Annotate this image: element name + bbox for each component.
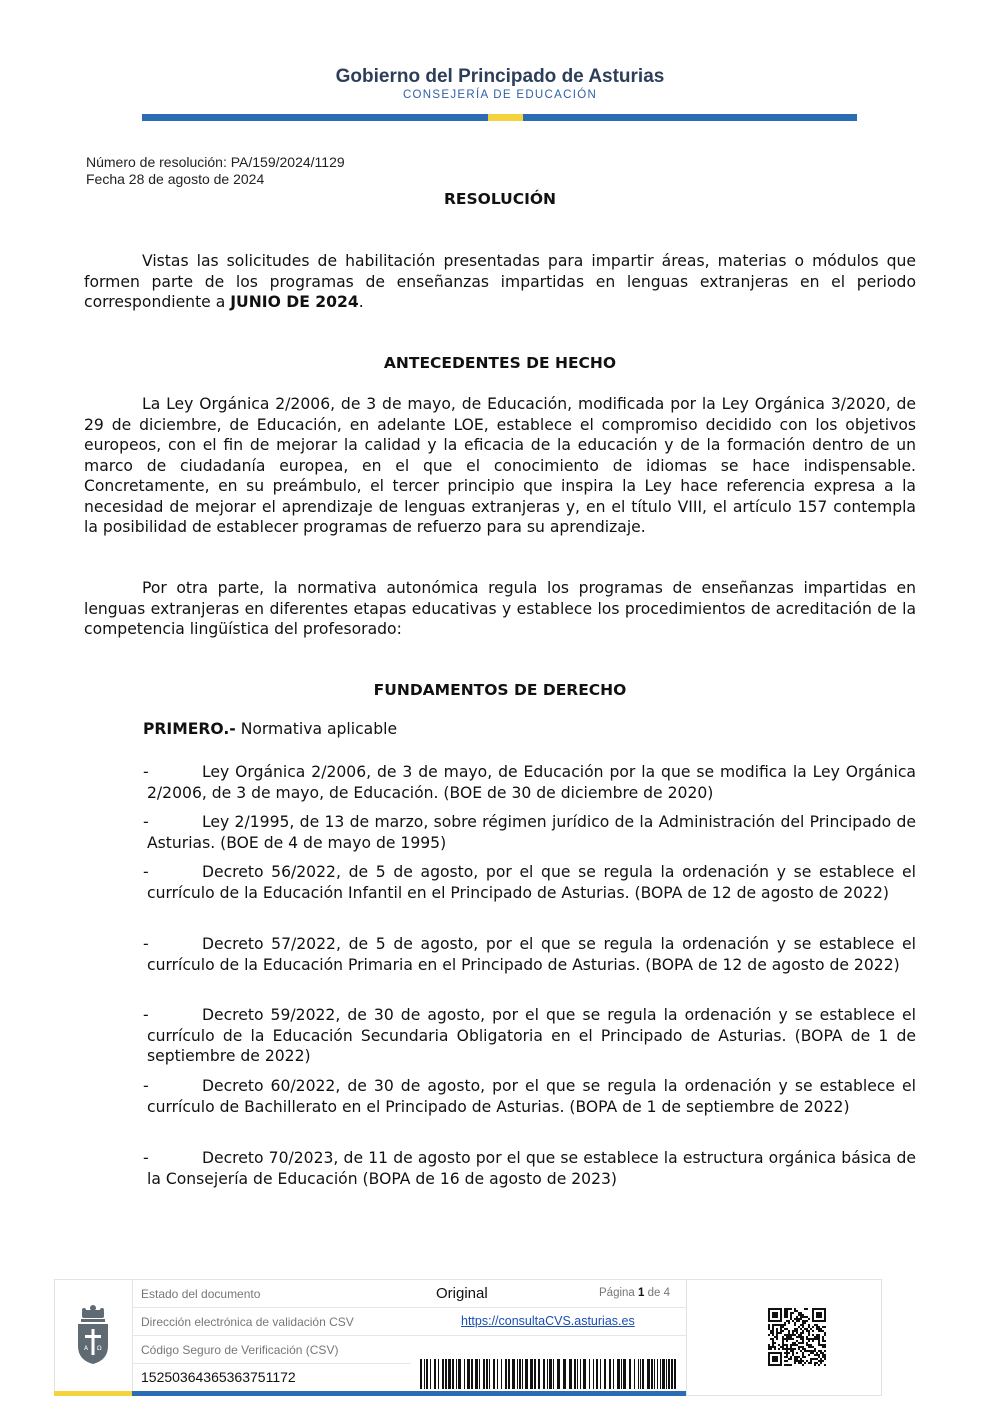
- list-item-text: Decreto 57/2022, de 5 de agosto, por el que se regula la ordenación y se establece el currículo de la Educación Primaria en el Principado de Asturias. (BOPA de 12 de agosto de 2022): [147, 935, 916, 974]
- svg-text:Ω: Ω: [97, 1345, 102, 1352]
- organization-title: Gobierno del Principado de Asturias: [335, 66, 665, 87]
- page-total: 4: [663, 1287, 671, 1299]
- page-of: de: [647, 1287, 661, 1299]
- antecedentes-paragraph-2: Por otra parte, la normativa autonómica regula los programas de enseñanzas impartidas en lenguas extranjeras en diferentes etapas educativas y establece los procedimientos de acreditación de la competencia lingüística del profesorado:: [84, 579, 916, 638]
- intro-end: .: [358, 293, 364, 311]
- page-indicator: [599, 1287, 670, 1299]
- list-dash: -: [143, 1149, 149, 1167]
- svg-text:A: A: [84, 1345, 89, 1352]
- list-dash: -: [143, 763, 149, 781]
- csv-code-value: 15250364365363751172: [141, 1369, 296, 1385]
- list-item-text: Decreto 60/2022, de 30 de agosto, por el que se regula la ordenación y se establece el currículo de Bachillerato en el Principado de Asturias. (BOPA de 1 de septiembre de 2022): [147, 1077, 916, 1116]
- fundamentos-heading: FUNDAMENTOS DE DERECHO: [373, 681, 627, 699]
- law-list-item: [143, 812, 916, 853]
- primero-text: Normativa aplicable: [235, 720, 398, 738]
- resolution-number: Número de resolución: PA/159/2024/1129: [86, 154, 345, 170]
- intro-text: Vistas las solicitudes de habilitación presentadas para impartir áreas, materias o módulos que formen parte de los programas de enseñanzas impartidas en lenguas extranjeras en el periodo correspondiente a: [84, 252, 916, 311]
- law-list-item: [143, 762, 916, 803]
- list-dash: -: [143, 935, 149, 953]
- resolution-date: Fecha 28 de agosto de 2024: [86, 171, 265, 187]
- law-list-item: [143, 1005, 916, 1067]
- list-item-text: Decreto 56/2022, de 5 de agosto, por el que se regula la ordenación y se establece el currículo de la Educación Infantil en el Principado de Asturias. (BOPA de 12 de agosto de 2022): [147, 863, 916, 902]
- primero-heading: [143, 720, 397, 738]
- document-status-label: Estado del documento: [141, 1287, 261, 1301]
- antecedentes-paragraph-1: La Ley Orgánica 2/2006, de 3 de mayo, de Educación, modificada por la Ley Orgánica 3/2020, de 29 de diciembre, de Educación, en adelante LOE, establece el compromiso decidido con los objetivos europeos, con el fin de mejorar la calidad y la eficacia de la educación y de la formación dentro de un marco de ciudadanía europea, en el que el conocimiento de idiomas se hace indispensable. Concretamente, en su preámbulo, el tercer principio que inspira la Ley hace referencia expresa a la necesidad de mejorar el aprendizaje de lenguas extranjeras y, en el título VIII, el artículo 157 contempla la posibilidad de establecer programas de refuerzo para su aprendizaje.: [84, 395, 916, 536]
- list-item-text: Ley Orgánica 2/2006, de 3 de mayo, de Educación por la que se modifica la Ley Orgánica 2/2006, de 3 de mayo, de Educación. (BOE de 30 de diciembre de 2020): [147, 763, 916, 802]
- primero-label: PRIMERO.-: [143, 720, 236, 738]
- qr-code-icon: [768, 1308, 826, 1370]
- barcode-icon: [420, 1359, 680, 1393]
- page-label: Página: [599, 1287, 635, 1299]
- law-list-item: [143, 934, 916, 975]
- footer-stripe-yellow: [54, 1391, 132, 1396]
- header-stripe-blue-right: [523, 114, 857, 121]
- footer-row-divider: [133, 1335, 686, 1336]
- csv-code-label: Código Seguro de Verificación (CSV): [141, 1343, 339, 1357]
- footer-divider: [686, 1279, 687, 1396]
- document-status-value: Original: [436, 1285, 488, 1302]
- list-dash: -: [143, 863, 149, 881]
- list-dash: -: [143, 1006, 149, 1024]
- list-item-text: Ley 2/1995, de 13 de marzo, sobre régimen jurídico de la Administración del Principado de Asturias. (BOE de 4 de mayo de 1995): [147, 813, 916, 852]
- intro-paragraph: [84, 251, 916, 313]
- asturias-coat-of-arms-icon: [74, 1304, 112, 1370]
- list-item-text: Decreto 70/2023, de 11 de agosto por el que se establece la estructura orgánica básica de la Consejería de Educación (BOPA de 16 de agosto de 2023): [147, 1149, 916, 1188]
- page-current: 1: [638, 1287, 645, 1299]
- law-list-item: [143, 1076, 916, 1117]
- document-title: RESOLUCIÓN: [443, 190, 557, 208]
- header-stripe-blue-left: [142, 114, 488, 121]
- list-item-text: Decreto 59/2022, de 30 de agosto, por el que se regula la ordenación y se establece el currículo de la Educación Secundaria Obligatoria en el Principado de Asturias. (BOPA de 1 de septiembre de 2022): [147, 1006, 916, 1065]
- law-list-item: [143, 1148, 916, 1189]
- footer-row-divider: [133, 1363, 411, 1364]
- footer-row-divider: [133, 1307, 686, 1308]
- list-dash: -: [143, 1077, 149, 1095]
- list-dash: -: [143, 813, 149, 831]
- header-stripe-yellow: [488, 114, 523, 121]
- law-list-item: [143, 862, 916, 903]
- department-subtitle: CONSEJERÍA DE EDUCACIÓN: [402, 89, 598, 101]
- antecedentes-heading: ANTECEDENTES DE HECHO: [383, 354, 617, 372]
- intro-period: JUNIO DE 2024: [230, 293, 359, 311]
- csv-validation-link[interactable]: https://consultaCVS.asturias.es: [461, 1314, 635, 1328]
- csv-url-label: Dirección electrónica de validación CSV: [141, 1315, 354, 1329]
